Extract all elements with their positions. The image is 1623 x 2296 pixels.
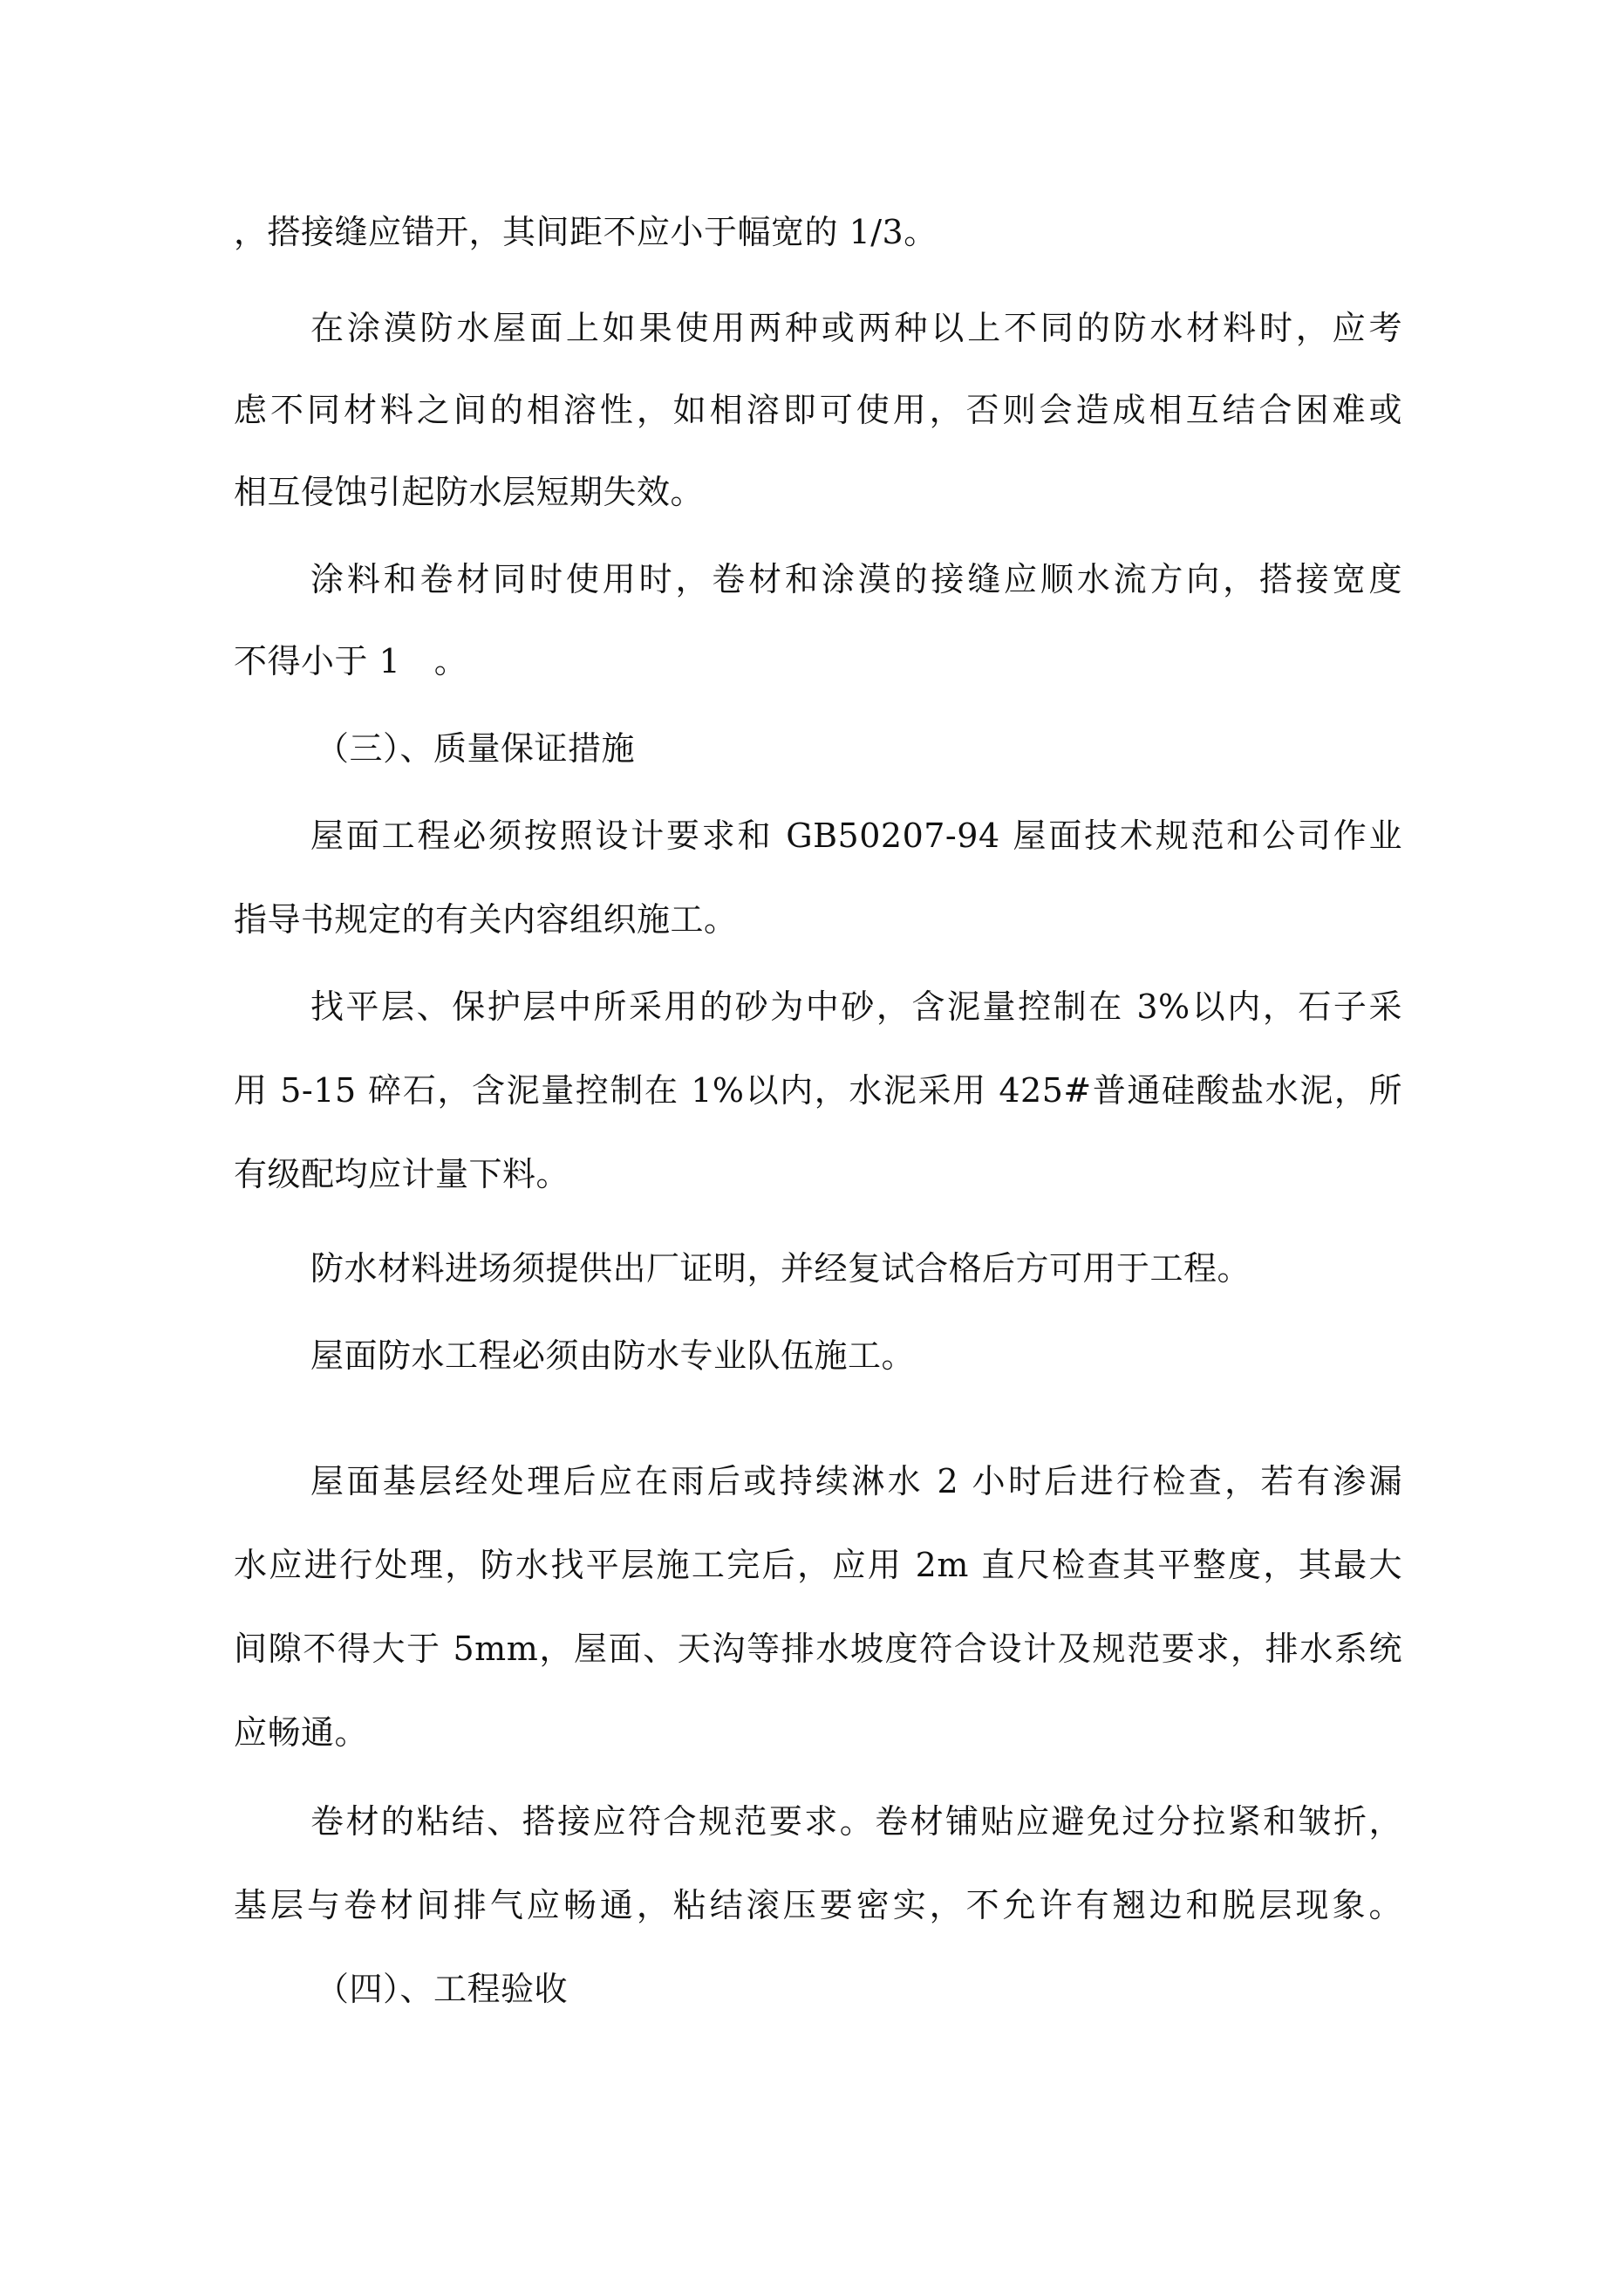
text-line: 有级配均应计量下料。 [234, 1155, 570, 1193]
section-heading: （三）、质量保证措施 [316, 729, 636, 768]
text-line: 用 5-15 碎石，含泥量控制在 1%以内，水泥采用 425#普通硅酸盐水泥，所 [234, 1071, 1402, 1110]
text-line: 在涂漠防水屋面上如果使用两种或两种以上不同的防水材料时，应考 [310, 309, 1402, 347]
text-line: 卷材的粘结、搭接应符合规范要求。卷材铺贴应避免过分拉紧和皱折， [310, 1802, 1402, 1841]
text-line: 指导书规定的有关内容组织施工。 [234, 900, 738, 939]
text-line: 相互侵蚀引起防水层短期失效。 [234, 473, 705, 511]
text-line: 防水材料进场须提供出厂证明，并经复试合格后方可用于工程。 [310, 1249, 1251, 1288]
section-heading: （四）、工程验收 [316, 1970, 569, 2008]
text-line: 找平层、保护层中所采用的砂为中砂，含泥量控制在 3%以内，石子采 [310, 987, 1402, 1026]
text-line: 屋面基层经处理后应在雨后或持续淋水 2 小时后进行检查，若有渗漏 [310, 1462, 1402, 1500]
text-line: 应畅通。 [234, 1713, 369, 1752]
text-line: 基层与卷材间排气应畅通，粘结滚压要密实，不允许有翘边和脱层现象。 [234, 1886, 1402, 1924]
text-line: 涂料和卷材同时使用时，卷材和涂漠的接缝应顺水流方向，搭接宽度 [310, 560, 1402, 598]
text-line: 屋面防水工程必须由防水专业队伍施工。 [310, 1336, 916, 1375]
text-line: 虑不同材料之间的相溶性，如相溶即可使用，否则会造成相互结合困难或 [234, 391, 1402, 429]
text-line: ，搭接缝应错开，其间距不应小于幅宽的 1/3。 [234, 213, 938, 251]
text-line: 间隙不得大于 5mm，屋面、天沟等排水坡度符合设计及规范要求，排水系统 [234, 1630, 1402, 1668]
text-line: 屋面工程必须按照设计要求和 GB50207-94 屋面技术规范和公司作业 [310, 817, 1402, 855]
text-line: 水应进行处理，防水找平层施工完后，应用 2m 直尺检查其平整度，其最大 [234, 1546, 1402, 1584]
text-line: 不得小于 1 。 [234, 642, 468, 680]
